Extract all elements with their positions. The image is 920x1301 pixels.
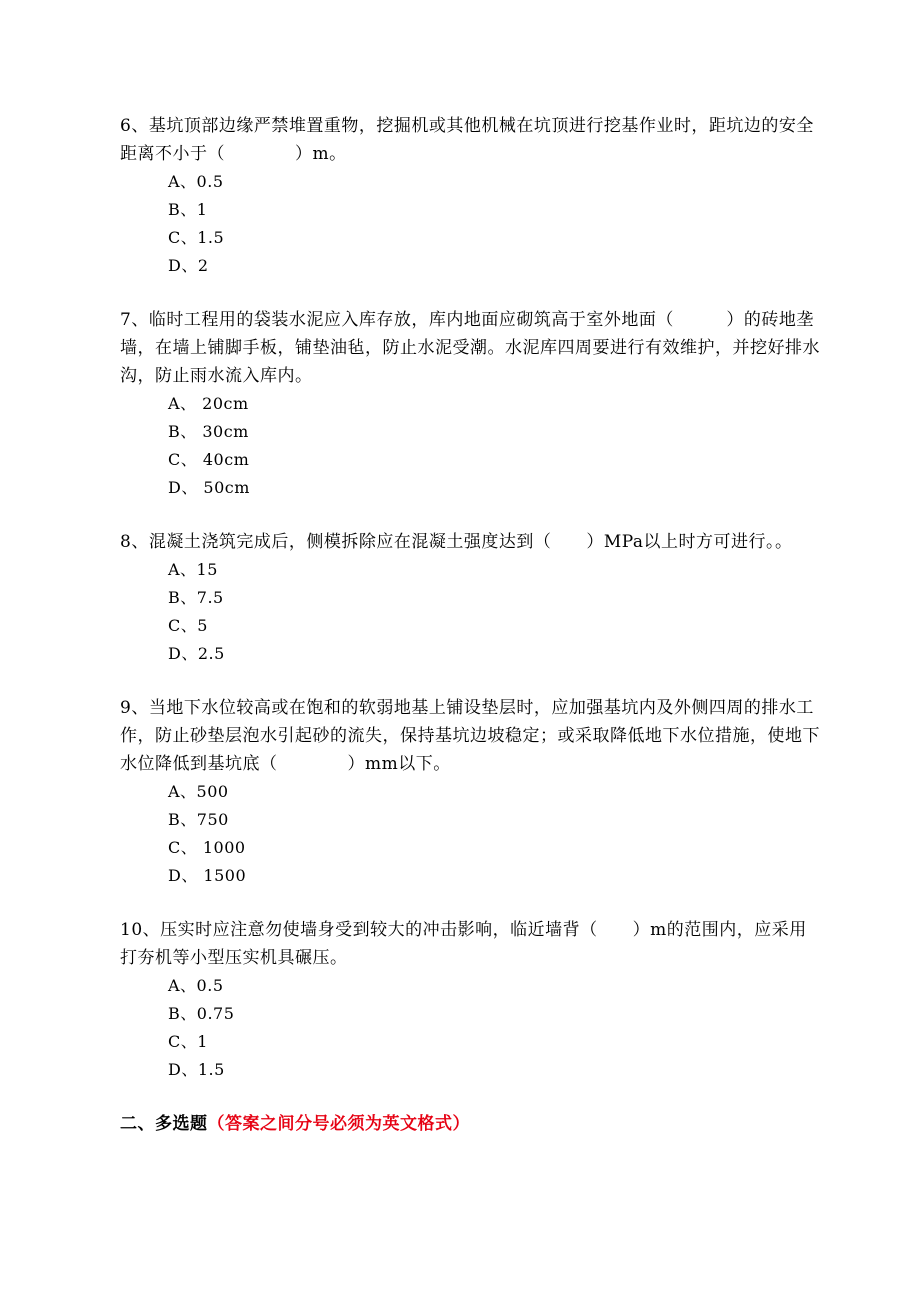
option-d: D、 1500	[168, 866, 247, 885]
option-d: D、2.5	[168, 644, 225, 663]
option-b: B、1	[168, 200, 208, 219]
question-6	[120, 112, 820, 280]
question-stem: 10、压实时应注意勿使墙身受到较大的冲击影响，临近墙背（ ）m的范围内，应采用打夯机等小型压实机具碾压。	[120, 920, 807, 968]
option-a: A、15	[168, 560, 218, 579]
option-a: A、0.5	[168, 976, 224, 995]
question-stem: 9、当地下水位较高或在饱和的软弱地基上铺设垫层时，应加强基坑内及外侧四周的排水工作，防止砂垫层泡水引起砂的流失，保持基坑边坡稳定；或采取降低地下水位措施，使地下水位降低到基坑底（ ）mm以下。	[120, 698, 820, 774]
option-c: C、 40cm	[168, 450, 250, 469]
option-a: A、500	[168, 782, 229, 801]
section-heading	[120, 1110, 820, 1138]
option-c: C、 1000	[168, 838, 246, 857]
option-c: C、1.5	[168, 228, 225, 247]
question-8	[120, 528, 820, 668]
option-c: C、1	[168, 1032, 208, 1051]
option-list	[120, 168, 820, 280]
option-a: A、0.5	[168, 172, 224, 191]
option-b: B、750	[168, 810, 229, 829]
question-10	[120, 916, 820, 1084]
option-list	[120, 972, 820, 1084]
option-a: A、 20cm	[168, 394, 249, 413]
question-stem: 8、混凝土浇筑完成后，侧模拆除应在混凝土强度达到（ ）MPa以上时方可进行。。	[120, 532, 793, 552]
question-7	[120, 306, 820, 502]
section-note: （答案之间分号必须为英文格式）	[207, 1114, 470, 1134]
document-page	[120, 112, 820, 1138]
section-title: 二、多选题	[120, 1114, 208, 1134]
question-stem: 7、临时工程用的袋装水泥应入库存放，库内地面应砌筑高于室外地面（ ）的砖地垄墙，在墙上铺脚手板，铺垫油毡，防止水泥受潮。水泥库四周要进行有效维护，并挖好排水沟，防止雨水流入库内。	[120, 310, 820, 386]
option-b: B、 30cm	[168, 422, 249, 441]
option-d: D、1.5	[168, 1060, 225, 1079]
option-c: C、5	[168, 616, 208, 635]
option-list	[120, 390, 820, 502]
option-list	[120, 556, 820, 668]
option-b: B、0.75	[168, 1004, 235, 1023]
option-d: D、 50cm	[168, 478, 250, 497]
option-d: D、2	[168, 256, 209, 275]
question-9	[120, 694, 820, 890]
option-b: B、7.5	[168, 588, 224, 607]
option-list	[120, 778, 820, 890]
question-stem: 6、基坑顶部边缘严禁堆置重物，挖掘机或其他机械在坑顶进行挖基作业时，距坑边的安全距离不小于（ ）m。	[120, 116, 814, 164]
